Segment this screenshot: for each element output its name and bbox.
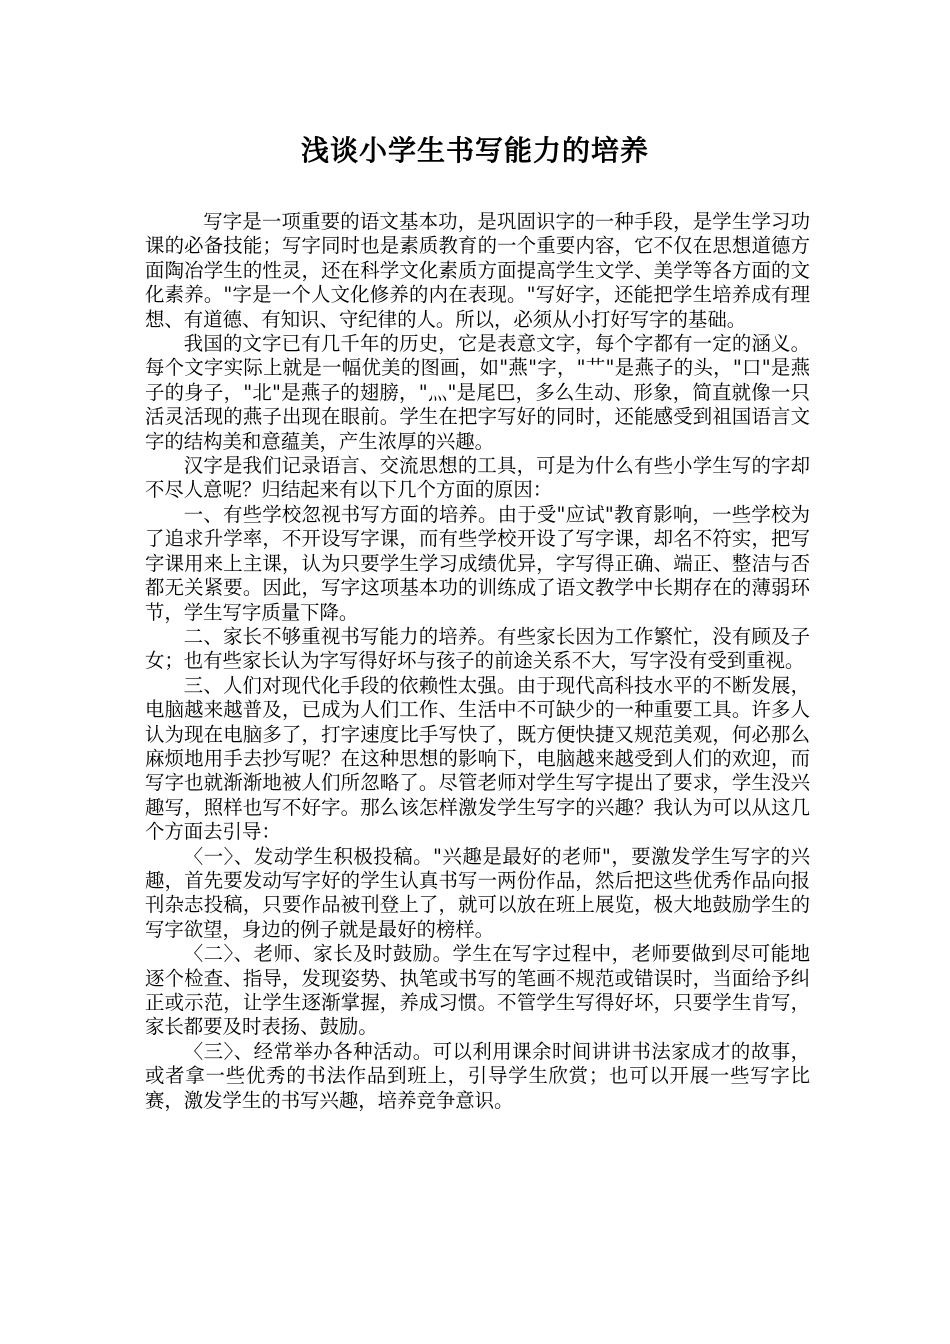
document-body [145,210,810,1113]
paragraph-intro: 写字是一项重要的语文基本功，是巩固识字的一种手段，是学生学习功课的必备技能；写字同时也是素质教育的一个重要内容，它不仅在思想道德方面陶冶学生的性灵，还在科学文化素质方面提高学生文学、美学等各方面的文化素养。"字是一个人文化修养的内在表现。"写好字，还能把学生培养成有理想、有道德、有知识、守纪律的人。所以，必须从小打好写字的基础。 [145,210,810,331]
paragraph-reason-parents: 二、家长不够重视书写能力的培养。有些家长因为工作繁忙，没有顾及子女；也有些家长认为字写得好坏与孩子的前途关系不大，写字没有受到重视。 [145,624,810,673]
paragraph-reasons-intro: 汉字是我们记录语言、交流思想的工具，可是为什么有些小学生写的字却不尽人意呢？归结起来有以下几个方面的原因： [145,454,810,502]
paragraph-reason-schools: 一、有些学校忽视书写方面的培养。由于受"应试"教育影响，一些学校为了追求升学率，不开设写字课，而有些学校开设了写字课，却名不符实，把写字课用来上主课，认为只要学生学习成绩优异，字写得正确、端正、整洁与否都无关紧要。因此，写字这项基本功的训练成了语文教学中长期存在的薄弱环节，学生写字质量下降。 [145,502,810,624]
paragraph-method-submissions: 〈一〉、发动学生积极投稿。"兴趣是最好的老师"，要激发学生写字的兴趣，首先要发动写字好的学生认真书写一两份作品，然后把这些优秀作品向报刊杂志投稿，只要作品被刊登上了，就可以放在班上展览，极大地鼓励学生的写字欲望，身边的例子就是最好的榜样。 [145,844,810,941]
paragraph-reason-technology: 三、人们对现代化手段的依赖性太强。由于现代高科技水平的不断发展，电脑越来越普及，已成为人们工作、生活中不可缺少的一种重要工具。许多人认为现在电脑多了，打字速度比手写快了，既方便快捷又规范美观，何必那么麻烦地用手去抄写呢？在这种思想的影响下，电脑越来越受到人们的欢迎，而写字也就渐渐地被人们所忽略了。尽管老师对学生写字提出了要求，学生没兴趣写，照样也写不好字。那么该怎样激发学生写字的兴趣？我认为可以从这几个方面去引导： [145,673,810,844]
document-title: 浅谈小学生书写能力的培养 [300,134,649,167]
paragraph-method-activities: 〈三〉、经常举办各种活动。可以利用课余时间讲讲书法家成才的故事，或者拿一些优秀的书法作品到班上，引导学生欣赏；也可以开展一些写字比赛，激发学生的书写兴趣，培养竞争意识。 [145,1039,810,1112]
paragraph-method-encouragement: 〈二〉、老师、家长及时鼓励。学生在写字过程中，老师要做到尽可能地逐个检查、指导，发现姿势、执笔或书写的笔画不规范或错误时，当面给予纠正或示范，让学生逐渐掌握，养成习惯。不管学生写得好坏，只要学生肯写，家长都要及时表扬、鼓励。 [145,942,810,1039]
paragraph-chinese-characters: 我国的文字已有几千年的历史，它是表意文字，每个字都有一定的涵义。每个文字实际上就是一幅优美的图画，如"燕"字，"艹"是燕子的头，"口"是燕子的身子，"北"是燕子的翅膀，"灬"是尾巴，多么生动、形象，简直就像一只活灵活现的燕子出现在眼前。学生在把字写好的同时，还能感受到祖国语言文字的结构美和意蕴美，产生浓厚的兴趣。 [145,332,810,453]
